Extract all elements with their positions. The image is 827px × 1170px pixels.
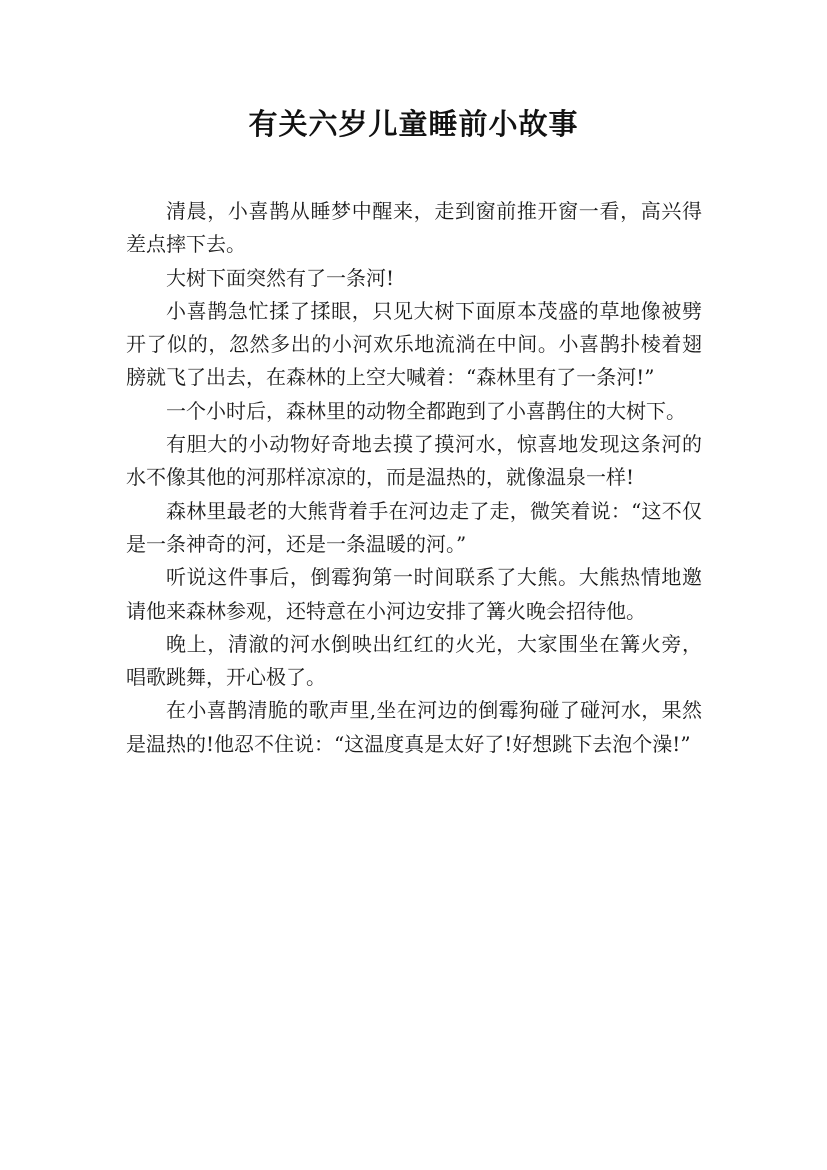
paragraph: 森林里最老的大熊背着手在河边走了走，微笑着说：“这不仅是一条神奇的河，还是一条温暖的河。” [126,498,702,556]
paragraph: 有胆大的小动物好奇地去摸了摸河水，惊喜地发现这条河的水不像其他的河那样凉凉的，而是温热的，就像温泉一样! [126,432,702,490]
paragraph: 大树下面突然有了一条河! [166,265,395,290]
paragraph: 听说这件事后，倒霉狗第一时间联系了大熊。大熊热情地邀请他来森林参观，还特意在小河边安排了篝火晚会招待他。 [126,565,702,623]
paragraph: 清晨，小喜鹊从睡梦中醒来，走到窗前推开窗一看，高兴得差点摔下去。 [126,199,702,257]
paragraph: 一个小时后，森林里的动物全都跑到了小喜鹊住的大树下。 [166,398,686,423]
story-body [126,195,702,761]
paragraph: 小喜鹊急忙揉了揉眼，只见大树下面原本茂盛的草地像被劈开了似的，忽然多出的小河欢乐地流淌在中间。小喜鹊扑棱着翅膀就飞了出去，在森林的上空大喊着：“森林里有了一条河!” [126,298,702,390]
document-title: 有关六岁儿童睡前小故事 [248,107,579,141]
paragraph: 在小喜鹊清脆的歌声里,坐在河边的倒霉狗碰了碰河水，果然是温热的!他忍不住说：“这温度真是太好了!好想跳下去泡个澡!” [126,698,702,756]
paragraph: 晚上，清澈的河水倒映出红红的火光，大家围坐在篝火旁，唱歌跳舞，开心极了。 [126,631,702,690]
